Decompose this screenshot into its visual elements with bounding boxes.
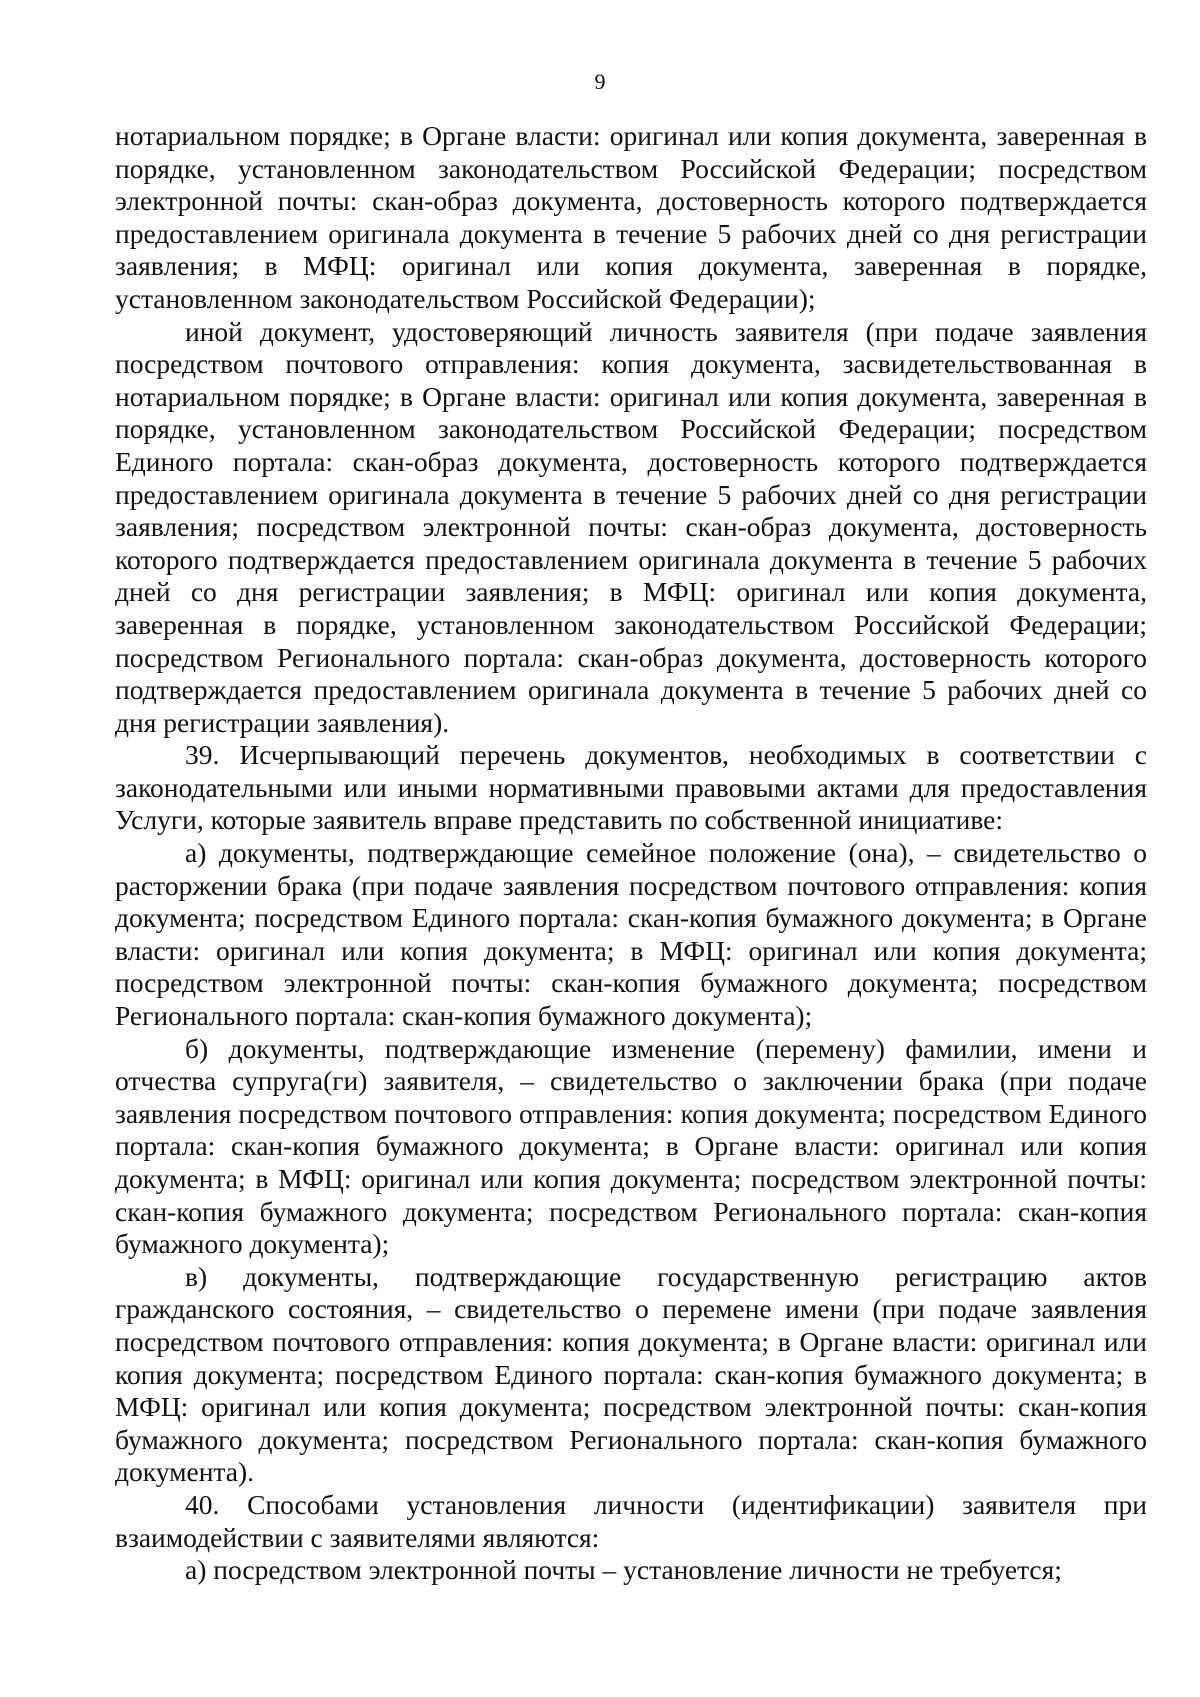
page-number: 9 (594, 69, 606, 94)
paragraph-other-identity-document: иной документ, удостоверяющий личность заявителя (при подаче заявления посредством почтового отправления: копия документа, засвидетельствованная в нотариальном порядке; в Органе власти: оригинал или копия документа, заверенная в порядке, установленном законодательством Российской Федерации; посредством Единого портала: скан-образ документа, достоверность которого подтверждается предоставлением оригинала документа в течение 5 рабочих дней со дня регистрации заявления; посредством электронной почты: скан-образ документа, достоверность которого подтверждается предоставлением оригинала документа в течение 5 рабочих дней со дня регистрации заявления; в МФЦ: оригинал или копия документа, заверенная в порядке, установленном законодательством Российской Федерации; посредством Регионального портала: скан-образ документа, достоверность которого подтверждается предоставлением оригинала документа в течение 5 рабочих дней со дня регистрации заявления). (115, 315, 1147, 738)
paragraph-continuation: нотариальном порядке; в Органе власти: оригинал или копия документа, заверенная в порядке, установленном законодательством Российской Федерации; посредством электронной почты: скан-образ документа, достоверность которого подтверждается предоставлением оригинала документа в течение 5 рабочих дней со дня регистрации заявления; в МФЦ: оригинал или копия документа, заверенная в порядке, установленном законодательством Российской Федерации); (115, 120, 1147, 314)
paragraph-item-39-b: б) документы, подтверждающие изменение (перемену) фамилии, имени и отчества супруга(ги) заявителя, – свидетельство о заключении брака (при подаче заявления посредством почтового отправления: копия документа; посредством Единого портала: скан-копия бумажного документа; в Органе власти: оригинал или копия документа; в МФЦ: оригинал или копия документа; посредством электронной почты: скан-копия бумажного документа; посредством Регионального портала: скан-копия бумажного документа); (115, 1032, 1147, 1260)
paragraph-item-39-v: в) документы, подтверждающие государственную регистрацию актов гражданского состояния, – свидетельство о перемене имени (при подаче заявления посредством почтового отправления: копия документа; в Органе власти: оригинал или копия документа; посредством Единого портала: скан-копия бумажного документа; в МФЦ: оригинал или копия документа; посредством электронной почты: скан-копия бумажного документа; посредством Регионального портала: скан-копия бумажного документа). (115, 1260, 1147, 1488)
paragraph-item-40: 40. Способами установления личности (идентификации) заявителя при взаимодействии с заявителями являются: (115, 1488, 1147, 1553)
paragraph-item-39: 39. Исчерпывающий перечень документов, необходимых в соответствии с законодательными или иными нормативными правовыми актами для предоставления Услуги, которые заявитель вправе представить по собственной инициативе: (115, 739, 1147, 836)
document-body (115, 120, 1147, 1587)
paragraph-item-39-a: а) документы, подтверждающие семейное положение (она), – свидетельство о расторжении брака (при подаче заявления посредством почтового отправления: копия документа; посредством Единого портала: скан-копия бумажного документа; в Органе власти: оригинал или копия документа; в МФЦ: оригинал или копия документа; посредством электронной почты: скан-копия бумажного документа; посредством Регионального портала: скан-копия бумажного документа); (115, 837, 1147, 1032)
paragraph-item-40-a: а) посредством электронной почты – установление личности не требуется; (185, 1554, 1062, 1586)
